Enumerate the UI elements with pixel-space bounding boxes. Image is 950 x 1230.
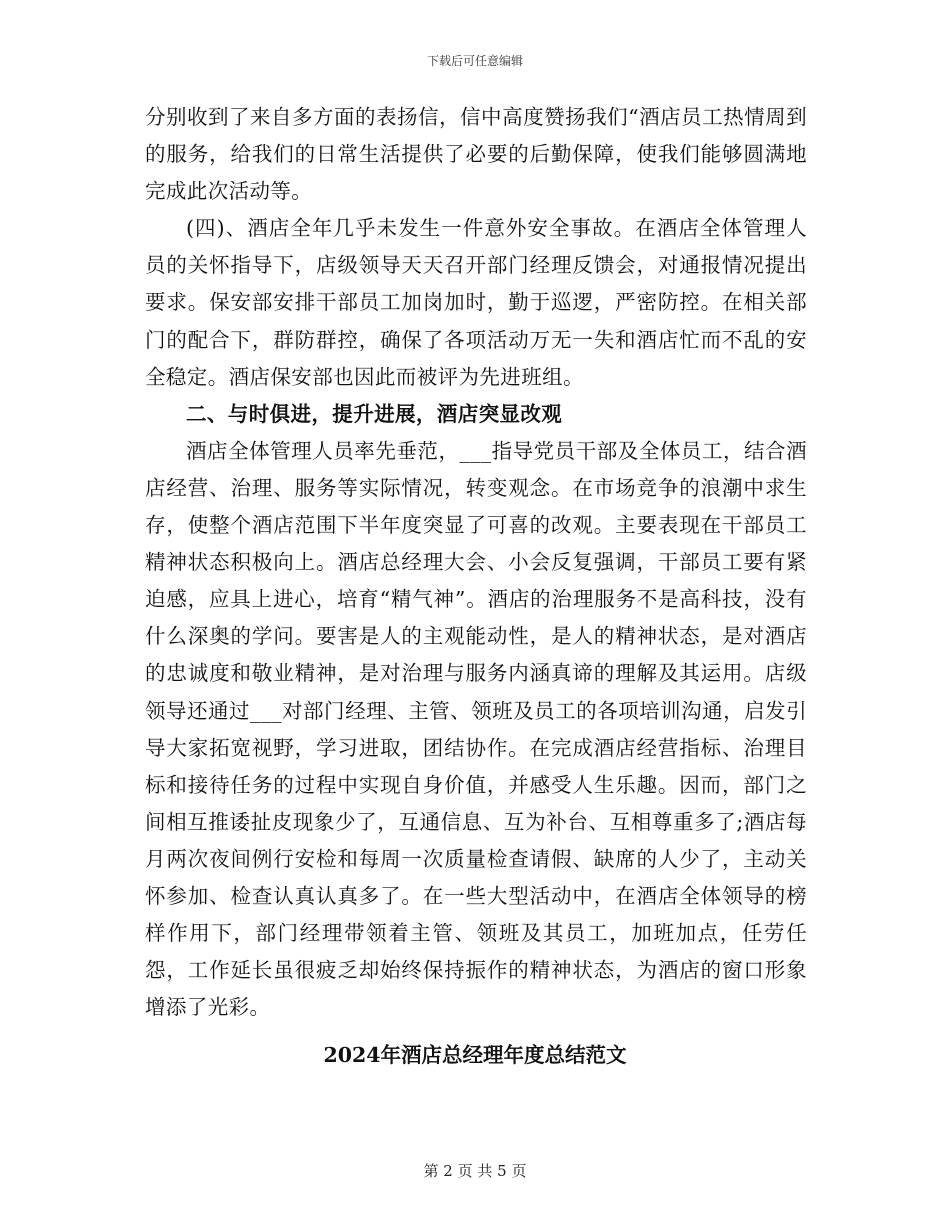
paragraph-praise-letters: 分别收到了来自多方面的表扬信，信中高度赞扬我们“酒店员工热情周到的服务，给我们的日常生活提供了必要的后勤保障，使我们能够圆满地完成此次活动等。 xyxy=(145,105,807,204)
document-title: 2024年酒店总经理年度总结范文 xyxy=(323,1043,627,1067)
document-body xyxy=(145,99,807,1026)
paragraph-safety: (四)、酒店全年几乎未发生一件意外安全事故。在酒店全体管理人员的关怀指导下，店级领导天天召开部门经理反馈会，对通报情况提出要求。保安部安排干部员工加岗加时，勤于巡逻，严密防控。在相关部门的配合下，群防群控，确保了各项活动万无一失和酒店忙而不乱的安全稳定。酒店保安部也因此而被评为先进班组。 xyxy=(145,216,807,389)
page-number: 第 2 页 共 5 页 xyxy=(423,1162,527,1180)
section-heading: 二、与时俱进，提升进展，酒店突显改观 xyxy=(186,401,563,426)
paragraph-improvement: 酒店全体管理人员率先垂范，___指导党员干部及全体员工，结合酒店经营、治理、服务等实际情况，转变观念。在市场竞争的浪潮中求生存，使整个酒店范围下半年度突显了可喜的改观。主要表现在干部员工精神状态积极向上。酒店总经理大会、小会反复强调，干部员工要有紧迫感，应具上进心，培育“精气神”。酒店的治理服务不是高科技，没有什么深奥的学问。要害是人的主观能动性，是人的精神状态，是对酒店的忠诚度和敬业精神，是对治理与服务内涵真谛的理解及其运用。店级领导还通过___对部门经理、主管、领班及员工的各项培训沟通，启发引导大家拓宽视野，学习进取，团结协作。在完成酒店经营指标、治理目标和接待任务的过程中实现自身价值，并感受人生乐趣。因而，部门之间相互推诿扯皮现象少了，互通信息、互为补台、互相尊重多了;酒店每月两次夜间例行安检和每周一次质量检查请假、缺席的人少了，主动关怀参加、检查认真认真多了。在一些大型活动中，在酒店全体领导的榜样作用下，部门经理带领着主管、领班及其员工，加班加点，任劳任怨，工作延长虽很疲乏却始终保持振作的精神状态，为酒店的窗口形象增添了光彩。 xyxy=(145,438,807,1020)
page-header-note: 下载后可任意编辑 xyxy=(426,54,523,68)
